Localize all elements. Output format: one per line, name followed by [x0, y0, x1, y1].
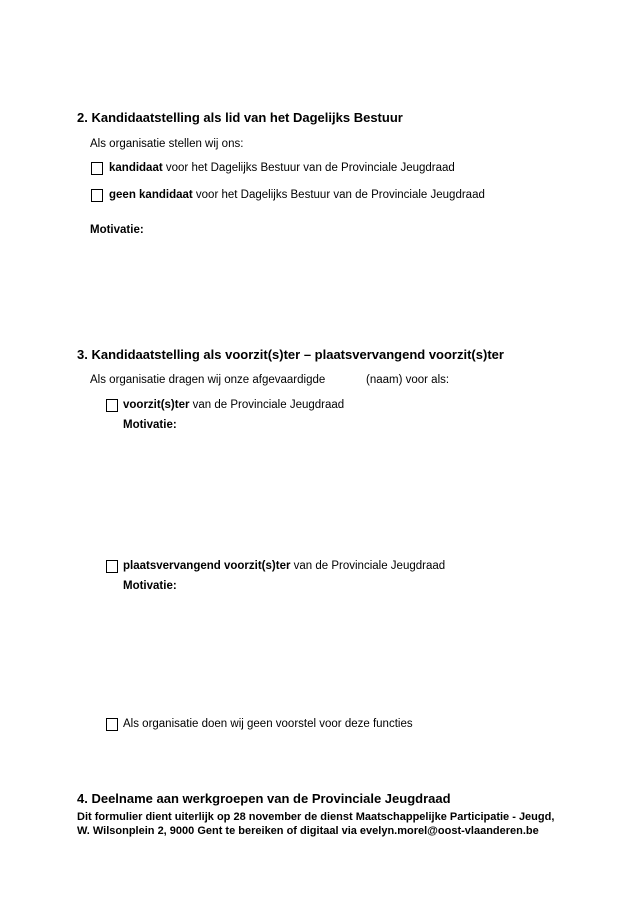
- option-rest-text: voor het Dagelijks Bestuur van de Provinciale Jeugdraad: [162, 162, 455, 174]
- voorzitter-option-label: [123, 399, 344, 411]
- kandidaat-checkbox[interactable]: [91, 162, 103, 175]
- geen-kandidaat-checkbox[interactable]: [91, 189, 103, 202]
- voorzitter-checkbox[interactable]: [106, 399, 118, 412]
- section-2-motivation-field[interactable]: [90, 240, 560, 335]
- geen-voorstel-checkbox[interactable]: [106, 718, 118, 731]
- plaatsvervangend-voorzitter-checkbox[interactable]: [106, 560, 118, 573]
- option-rest-text: voor het Dagelijks Bestuur van de Provinciale Jeugdraad: [192, 189, 485, 201]
- option-rest-text: van de Provinciale Jeugdraad: [290, 560, 446, 572]
- kandidaat-option-label: [109, 162, 455, 174]
- section-2-heading: 2. Kandidaatstelling als lid van het Dagelijks Bestuur: [77, 110, 403, 125]
- submission-note-line-2: W. Wilsonplein 2, 9000 Gent te bereiken of digitaal via evelyn.morel@oost-vlaanderen.be: [77, 825, 539, 837]
- option-bold-text: geen kandidaat: [109, 189, 193, 201]
- geen-voorstel-label: Als organisatie doen wij geen voorstel voor deze functies: [123, 718, 413, 730]
- geen-kandidaat-option-label: [109, 189, 485, 201]
- voorzitter-motivation-label: Motivatie:: [123, 419, 177, 431]
- plaatsvervangend-motivation-label: Motivatie:: [123, 580, 177, 592]
- section-3-intro-part2: (naam) voor als:: [366, 374, 450, 386]
- voorzitter-motivation-field[interactable]: [123, 436, 543, 551]
- plaatsvervangend-motivation-field[interactable]: [123, 597, 543, 707]
- option-rest-text: van de Provinciale Jeugdraad: [189, 399, 345, 411]
- option-bold-text: kandidaat: [109, 162, 163, 174]
- section-3-heading: 3. Kandidaatstelling als voorzit(s)ter – plaatsvervangend voorzit(s)ter: [77, 347, 504, 362]
- section-2-intro: Als organisatie stellen wij ons:: [90, 138, 244, 150]
- section-4-heading: 4. Deelname aan werkgroepen van de Provinciale Jeugdraad: [77, 791, 451, 806]
- section-2-motivation-label: Motivatie:: [90, 224, 144, 236]
- option-bold-text: voorzit(s)ter: [123, 399, 190, 411]
- section-3-intro-part1: Als organisatie dragen wij onze afgevaardigde: [90, 374, 326, 386]
- plaatsvervangend-voorzitter-option-label: [123, 560, 445, 572]
- submission-note-line-1: Dit formulier dient uiterlijk op 28 november de dienst Maatschappelijke Participatie - Jeugd,: [77, 811, 555, 823]
- afgevaardigde-name-field[interactable]: [338, 374, 362, 388]
- option-bold-text: plaatsvervangend voorzit(s)ter: [123, 560, 291, 572]
